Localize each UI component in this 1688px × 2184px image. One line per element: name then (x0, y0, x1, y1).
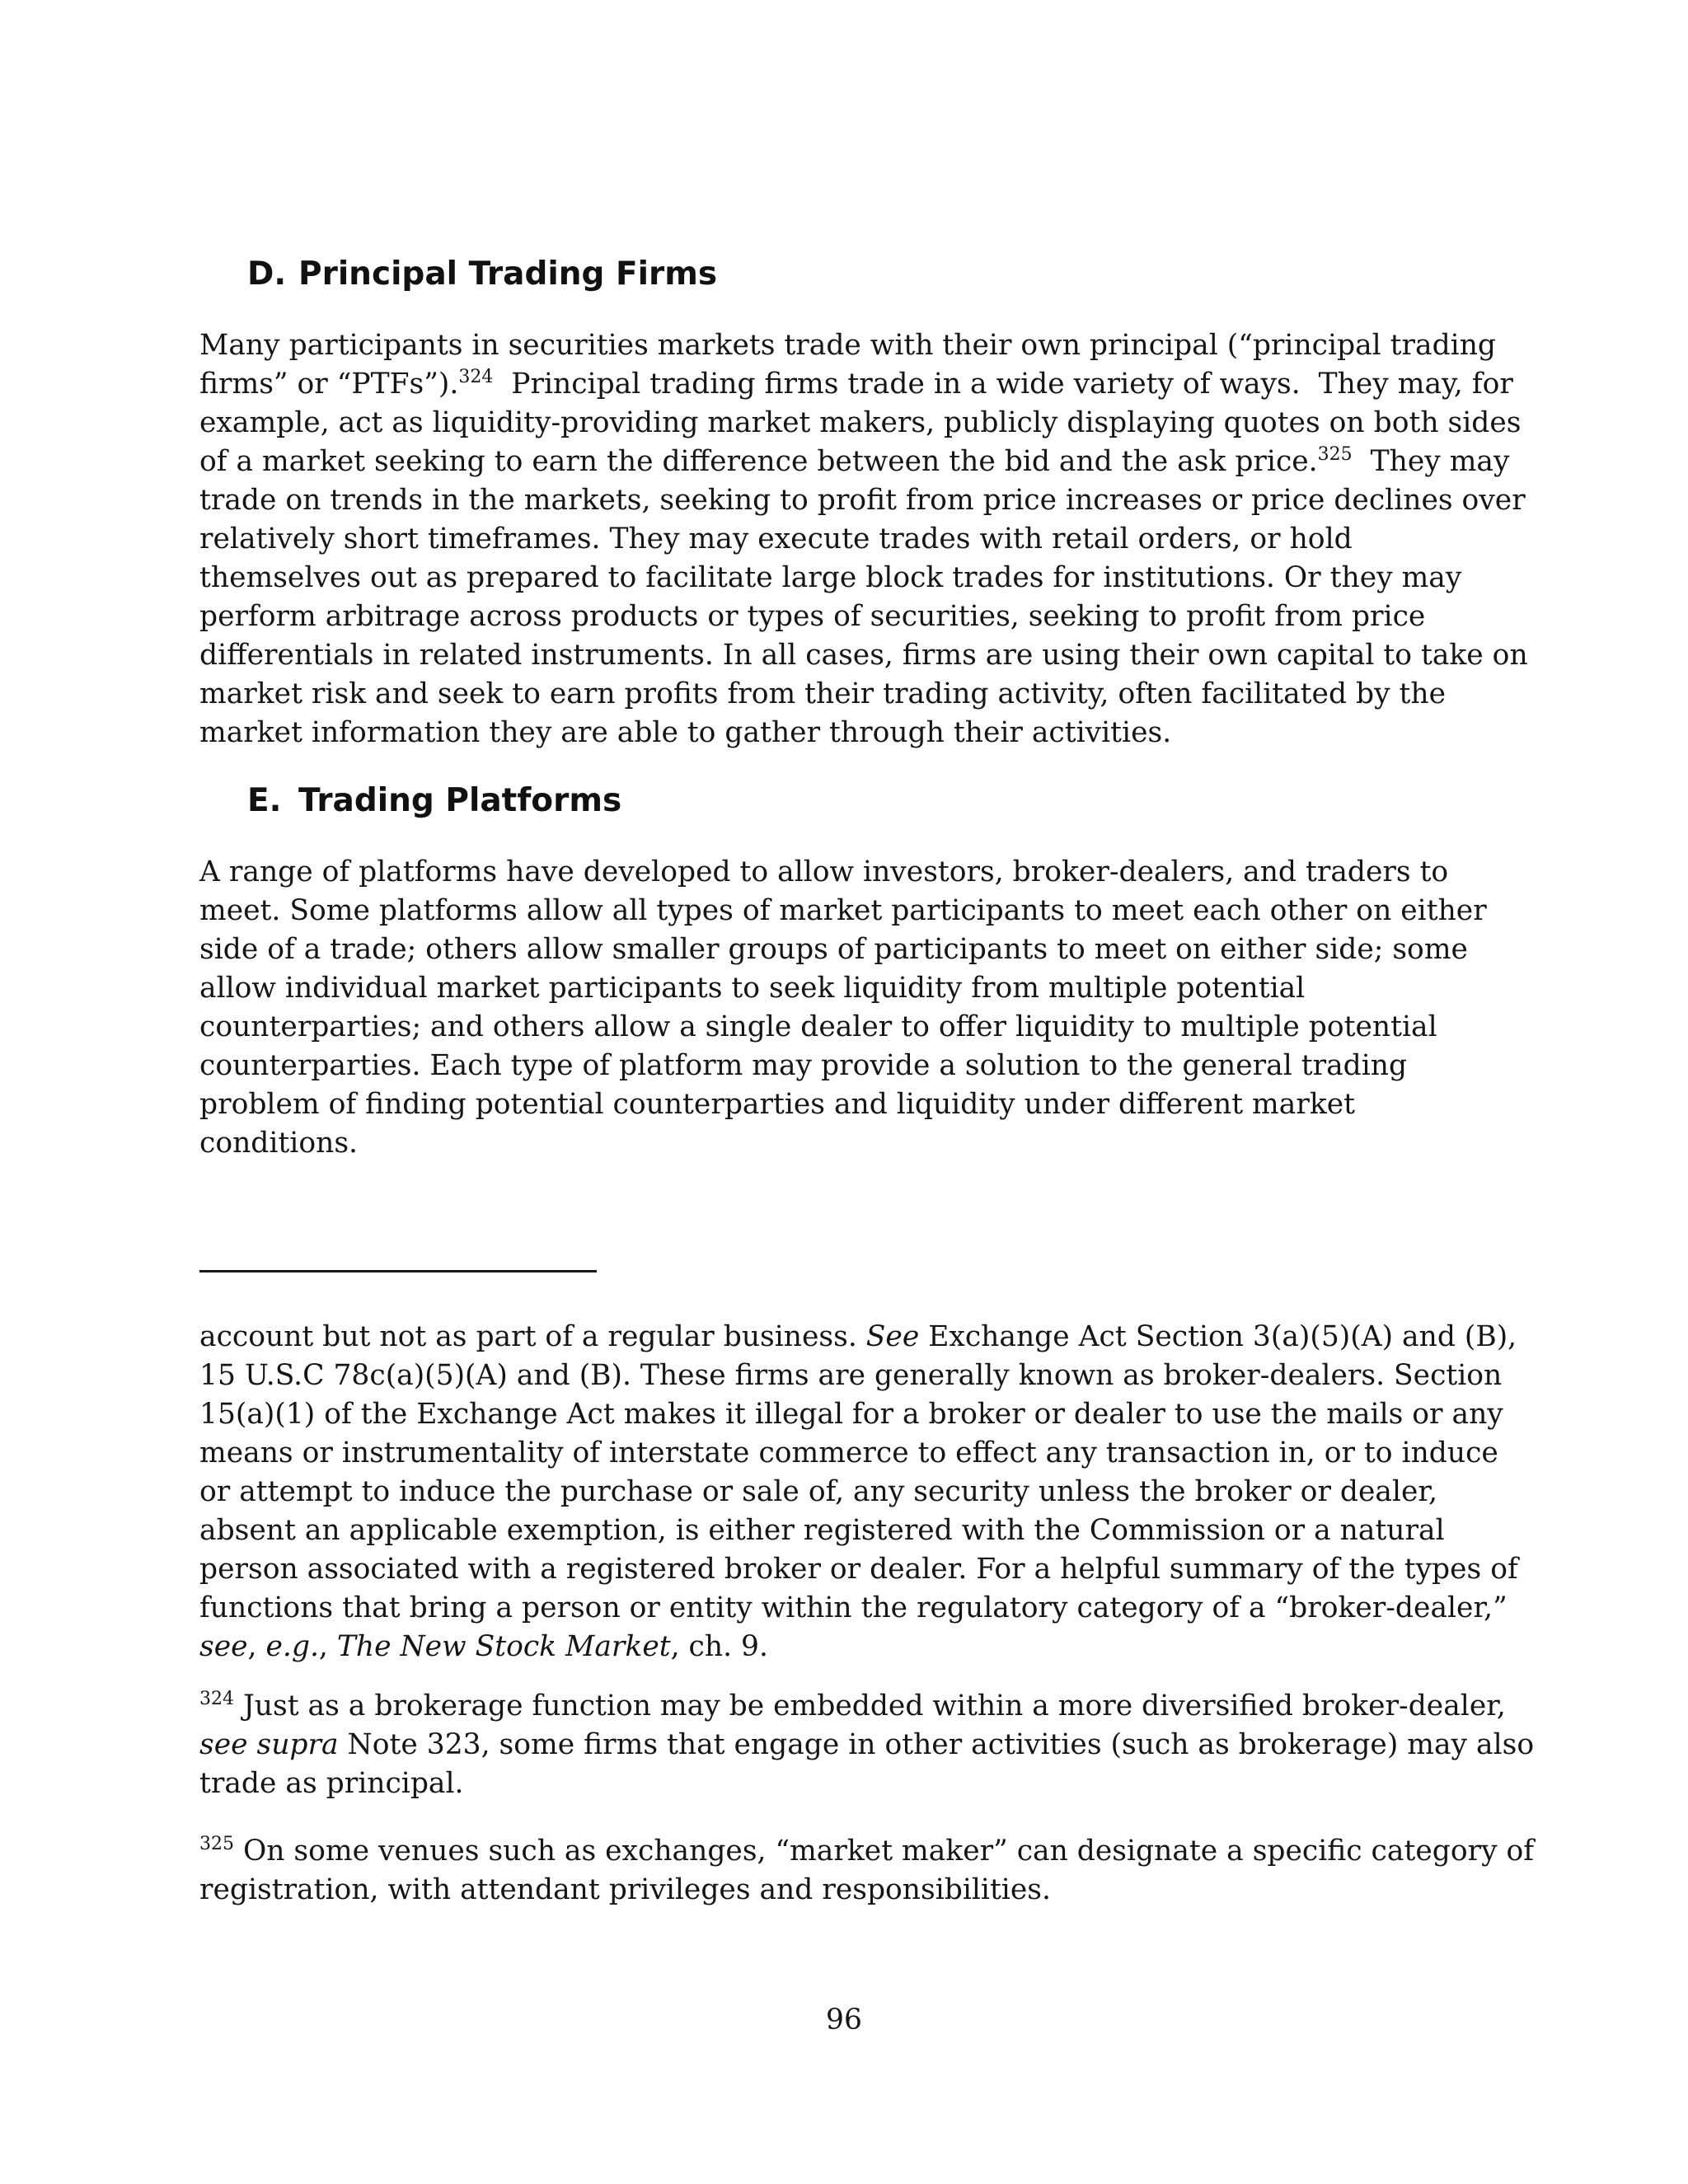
text-segment: On some venues such as exchanges, “market maker” can designate a specific category of (234, 1835, 1535, 1868)
section-e-heading (247, 781, 621, 821)
signal-eg: e.g. (265, 1630, 319, 1663)
text-line: counterparties. Each type of platform may provide a solution to the general trading (199, 1049, 1408, 1082)
text-line: 15 U.S.C 78c(a)(5)(A) and (B). These firms are generally known as broker-dealers. Section (199, 1359, 1503, 1392)
text-segment: , (247, 1630, 266, 1663)
text-line: Many participants in securities markets trade with their own principal (“principal trading (199, 329, 1497, 362)
text-line (199, 1726, 1535, 1765)
text-line (199, 365, 1535, 404)
text-line: trade on trends in the markets, seeking to profit from price increases or price declines over (199, 484, 1526, 517)
text-line (199, 1318, 1535, 1357)
text-line: absent an applicable exemption, is either registered with the Commission or a natural (199, 1514, 1445, 1547)
text-line: counterparties; and others allow a single dealer to offer liquidity to multiple potential (199, 1010, 1437, 1043)
text-segment: Note 323, some firms that engage in other activities (such as brokerage) may also (338, 1728, 1535, 1761)
text-segment: firms” or “PTFs”). (199, 368, 459, 401)
text-line: 15(a)(1) of the Exchange Act makes it illegal for a broker or dealer to use the mails or any (199, 1398, 1503, 1431)
text-line: A range of platforms have developed to allow investors, broker-dealers, and traders to (199, 855, 1449, 888)
footnote-continued (199, 1318, 1535, 1666)
footnote-separator (199, 1270, 597, 1272)
cited-work-title: The New Stock Market (336, 1630, 671, 1663)
text-line: or attempt to induce the purchase or sale of, any security unless the broker or dealer, (199, 1475, 1438, 1508)
section-d-paragraph (199, 326, 1535, 752)
text-line: functions that bring a person or entity within the regulatory category of a “broker-dealer,” (199, 1591, 1507, 1624)
section-d-title: Principal Trading Firms (298, 255, 718, 293)
text-line: trade as principal. (199, 1767, 464, 1800)
text-line: problem of finding potential counterparties and liquidity under different market (199, 1088, 1356, 1121)
text-line: side of a trade; others allow smaller groups of participants to meet on either side; some (199, 933, 1468, 966)
section-d-heading (247, 255, 717, 294)
text-line: registration, with attendant privileges and responsibilities. (199, 1873, 1051, 1906)
text-segment: , ch. 9. (670, 1630, 768, 1663)
footnote-number: 324 (199, 1689, 234, 1709)
text-segment: , (318, 1630, 337, 1663)
footnote-325 (199, 1832, 1535, 1910)
section-d-letter: D. (247, 255, 287, 293)
footnote-324 (199, 1687, 1535, 1803)
text-line: market information they are able to gather through their activities. (199, 716, 1172, 749)
text-line: market risk and seek to earn profits from their trading activity, often facilitated by the (199, 677, 1447, 710)
signal-see: See (865, 1320, 920, 1353)
text-line: meet. Some platforms allow all types of market participants to meet each other on either (199, 894, 1487, 927)
text-line: means or instrumentality of interstate commerce to effect any transaction in, or to induce (199, 1436, 1498, 1469)
footnote-number: 325 (199, 1834, 234, 1854)
text-line: conditions. (199, 1127, 358, 1160)
text-segment: account but not as part of a regular business. (199, 1320, 866, 1353)
section-e-letter: E. (247, 782, 282, 819)
text-line (199, 443, 1535, 481)
text-line (199, 1628, 1535, 1666)
text-line: allow individual market participants to seek liquidity from multiple potential (199, 972, 1306, 1005)
section-e-title: Trading Platforms (298, 782, 622, 819)
footnote-ref-325[interactable]: 325 (1317, 444, 1353, 465)
page-number: 96 (826, 2004, 862, 2036)
text-segment: of a market seeking to earn the difference between the bid and the ask price. (199, 445, 1318, 478)
text-line: example, act as liquidity-providing market makers, publicly displaying quotes on both sides (199, 406, 1522, 439)
text-line: person associated with a registered broker or dealer. For a helpful summary of the types of (199, 1553, 1518, 1586)
text-segment: They may (1352, 445, 1510, 478)
text-line: differentials in related instruments. In all cases, firms are using their own capital to take on (199, 639, 1528, 672)
signal-see-supra: see supra (199, 1728, 339, 1761)
signal-see: see (199, 1630, 248, 1663)
text-segment: Principal trading firms trade in a wide variety of ways. They may, for (493, 368, 1513, 401)
section-e-paragraph (199, 853, 1535, 1163)
text-segment: Just as a brokerage function may be embedded within a more diversified broker-dealer, (234, 1690, 1506, 1722)
footnote-ref-324[interactable]: 324 (458, 367, 494, 387)
text-line: relatively short timeframes. They may execute trades with retail orders, or hold (199, 523, 1353, 555)
text-line (199, 1832, 1535, 1871)
text-segment: Exchange Act Section 3(a)(5)(A) and (B), (919, 1320, 1517, 1353)
text-line (199, 1687, 1535, 1726)
text-line: themselves out as prepared to facilitate large block trades for institutions. Or they may (199, 561, 1462, 594)
text-line: perform arbitrage across products or types of securities, seeking to profit from price (199, 600, 1426, 633)
